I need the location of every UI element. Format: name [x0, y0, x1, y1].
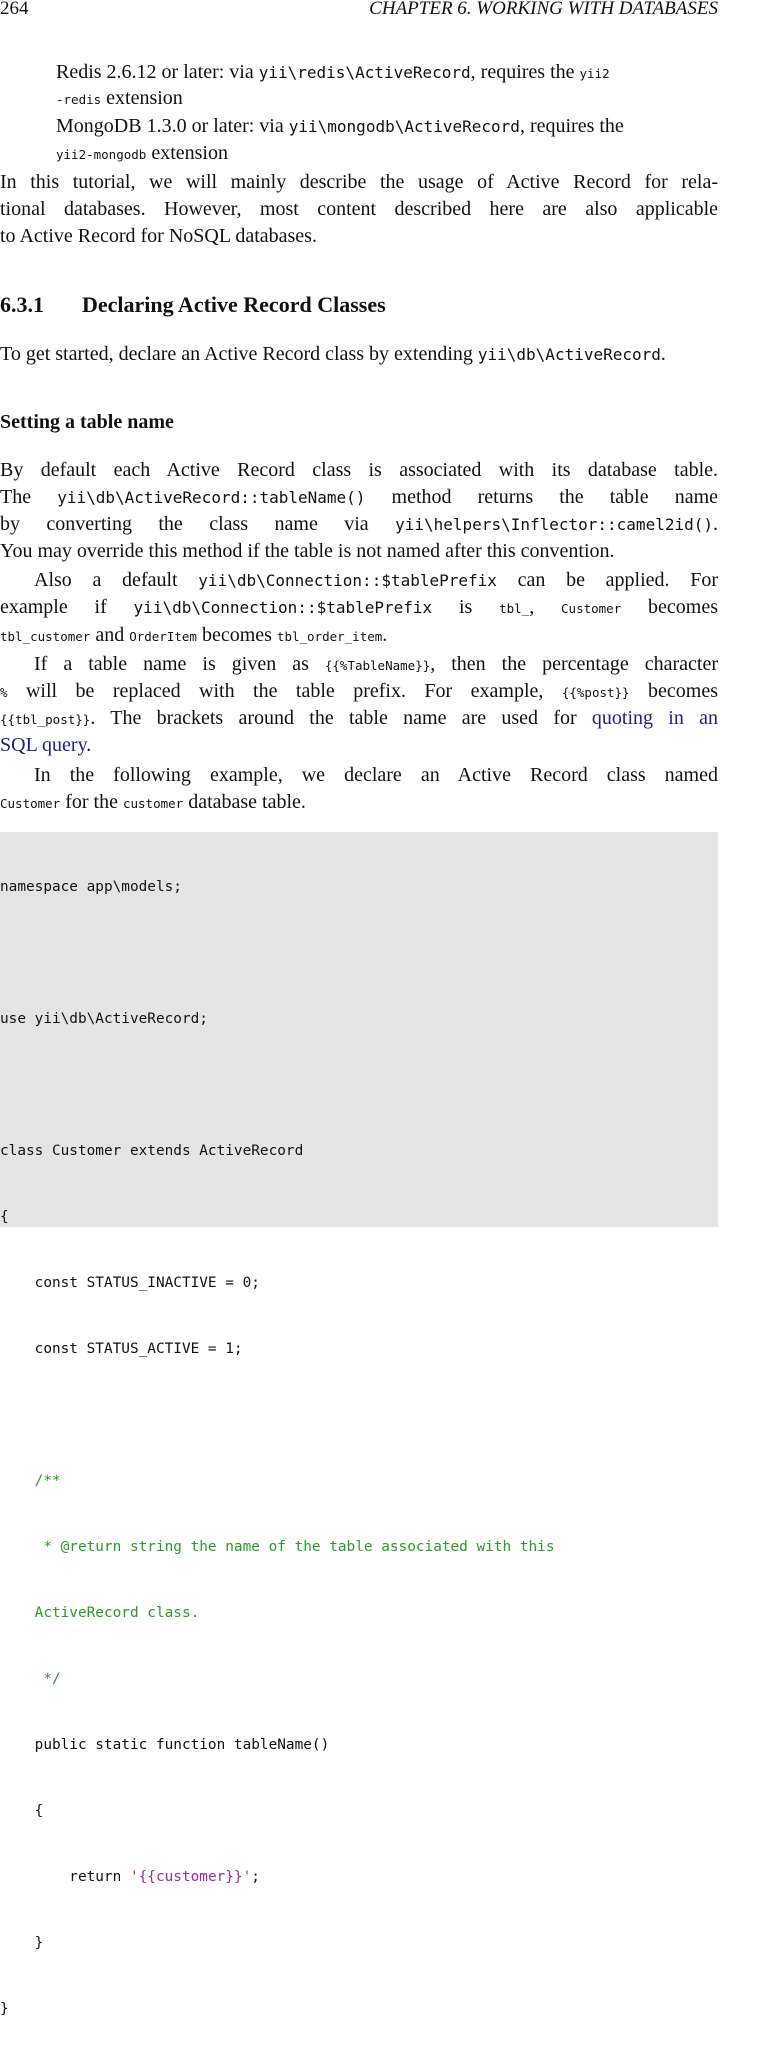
code-line: namespace app\models; [0, 879, 182, 895]
code-line: public static function tableName() [0, 1737, 330, 1753]
section-heading [0, 292, 386, 318]
list-item-mongodb-line2: yii2-mongodb extension [56, 142, 228, 164]
quoting-link[interactable]: quoting in an [591, 707, 719, 729]
para2-line-3: tbl_customer and OrderItem becomes tbl_order_item. [0, 624, 388, 646]
para3-line-2: % will be replaced with the table prefix. For example, {{%post}} becomes [0, 680, 718, 702]
para3-line-4: SQL query. [0, 734, 92, 756]
para1-line-1: By default each Active Record class is associated with its database table. [0, 459, 718, 481]
chapter-title: CHAPTER 6. WORKING WITH DATABASES [369, 0, 718, 19]
code-comment-line: */ [0, 1671, 61, 1687]
para2-line-2: example if yii\db\Connection::$tablePrefix is tbl_, Customer becomes [0, 596, 718, 618]
code-line: class Customer extends ActiveRecord [0, 1143, 304, 1159]
code-block [0, 832, 718, 2017]
code-line [0, 1404, 555, 1426]
code-line: { [0, 1209, 9, 1225]
section-title: Declaring Active Record Classes [82, 292, 386, 317]
code-line [0, 942, 555, 964]
code-line: const STATUS_ACTIVE = 1; [0, 1341, 243, 1357]
para4-line-2: Customer for the customer database table. [0, 791, 306, 813]
para2-line-1: Also a default yii\db\Connection::$tablePrefix can be applied. For [34, 569, 719, 591]
code-line [0, 1074, 555, 1096]
code-line: const STATUS_INACTIVE = 0; [0, 1275, 260, 1291]
list-item-mongodb-line1: MongoDB 1.3.0 or later: via yii\mongodb\ActiveRecord, requires the [56, 115, 624, 137]
subsection-heading: Setting a table name [0, 411, 174, 433]
code-line: { [0, 1803, 44, 1819]
code-line: } [0, 1935, 44, 1951]
code-comment-line: ActiveRecord class. [0, 1605, 200, 1621]
page-number: 264 [0, 0, 29, 19]
intro-line-3: to Active Record for NoSQL databases. [0, 225, 317, 247]
code-listing [0, 832, 555, 2064]
para3-line-3: {{tbl_post}}. The brackets around the table name are used for quoting in an [0, 707, 719, 729]
code-comment-line: * @return string the name of the table associated with this [0, 1539, 555, 1555]
code-line: use yii\db\ActiveRecord; [0, 1011, 208, 1027]
declare-sentence: To get started, declare an Active Record class by extending yii\db\ActiveRecord. [0, 343, 666, 365]
code-line: } [0, 2001, 9, 2017]
list-item-redis-line2: -redis extension [56, 87, 183, 109]
para1-line-4: You may override this method if the table is not named after this convention. [0, 540, 615, 562]
code-comment-line: /** [0, 1473, 61, 1489]
running-header [0, 0, 718, 22]
intro-line-1: In this tutorial, we will mainly describe the usage of Active Record for rela- [0, 171, 718, 193]
para1-line-2: The yii\db\ActiveRecord::tableName() method returns the table name [0, 486, 719, 508]
section-number: 6.3.1 [0, 292, 44, 317]
code-return-line: return '{{customer}}'; [0, 1869, 260, 1885]
para3-line-1: If a table name is given as {{%TableName}}, then the percentage character [34, 653, 718, 675]
para1-line-3: by converting the class name via yii\helpers\Inflector::camel2id(). [0, 513, 718, 535]
intro-line-2: tional databases. However, most content described here are also applicable [0, 198, 718, 220]
code-string-literal: '{{customer}}' [129, 1869, 252, 1885]
sql-query-link[interactable]: SQL query [0, 734, 87, 756]
list-item-redis-line1: Redis 2.6.12 or later: via yii\redis\ActiveRecord, requires the yii2 [56, 61, 610, 83]
para4-line-1: In the following example, we declare an Active Record class named [34, 764, 718, 786]
